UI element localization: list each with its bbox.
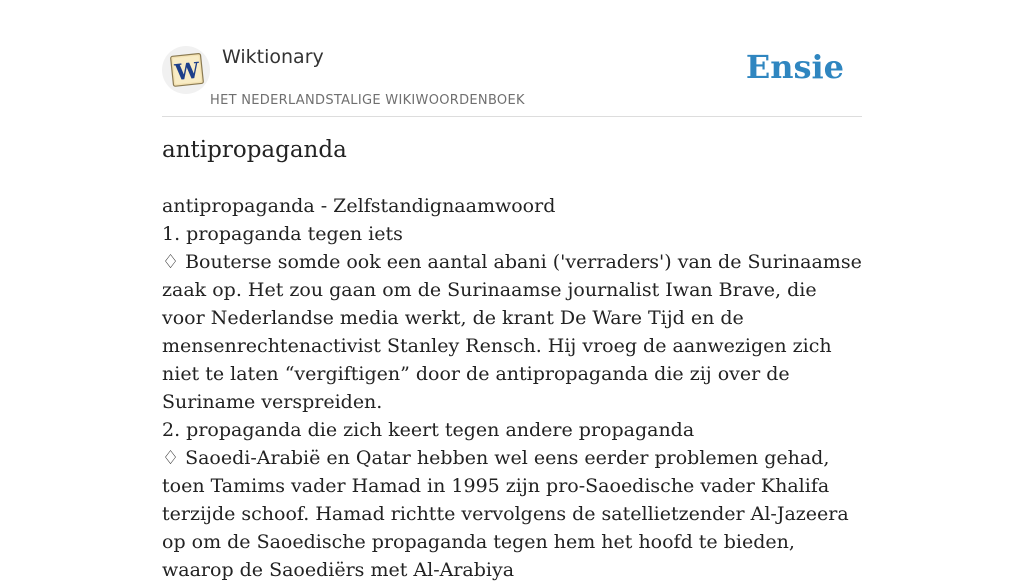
svg-text:W: W: [173, 57, 201, 87]
site-header: [162, 40, 862, 117]
sense-2: 2. propaganda die zich keert tegen andere propaganda: [162, 419, 695, 441]
site-tagline: HET NEDERLANDSTALIGE WIKIWOORDENBOEK: [210, 93, 525, 108]
wiktionary-logo-icon[interactable]: [162, 46, 210, 94]
site-name[interactable]: Wiktionary: [222, 46, 324, 68]
wiktionary-logo-svg: [162, 46, 210, 94]
entry-content: [162, 192, 862, 584]
brand-logo[interactable]: Ensie: [745, 48, 844, 86]
entry-heading: antipropaganda - Zelfstandignaamwoord: [162, 195, 556, 217]
example-2: ♢ Saoedi-Arabië en Qatar hebben wel eens eerder problemen gehad, toen Tamims vader Hamad in 1995 zijn pro-Saoedische vader Khalifa terzijde schoof. Hamad richtte vervolgens de satellietzender Al-Jazeera op om de Saoedische propaganda tegen hem het hoofd te bieden, waarop de Saoediërs met Al-Arabiya: [162, 447, 849, 581]
sense-1: 1. propaganda tegen iets: [162, 223, 403, 245]
example-1: ♢ Bouterse somde ook een aantal abani ('verraders') van de Surinaamse zaak op. Het zou gaan om de Surinaamse journalist Iwan Brave, die voor Nederlandse media werkt, de krant De Ware Tijd en de mensenrechtenactivist Stanley Rensch. Hij vroeg de aanwezigen zich niet te laten “vergiftigen” door de antipropaganda die zij over de Suriname verspreiden.: [162, 251, 862, 413]
page-title: antipropaganda: [162, 137, 347, 163]
